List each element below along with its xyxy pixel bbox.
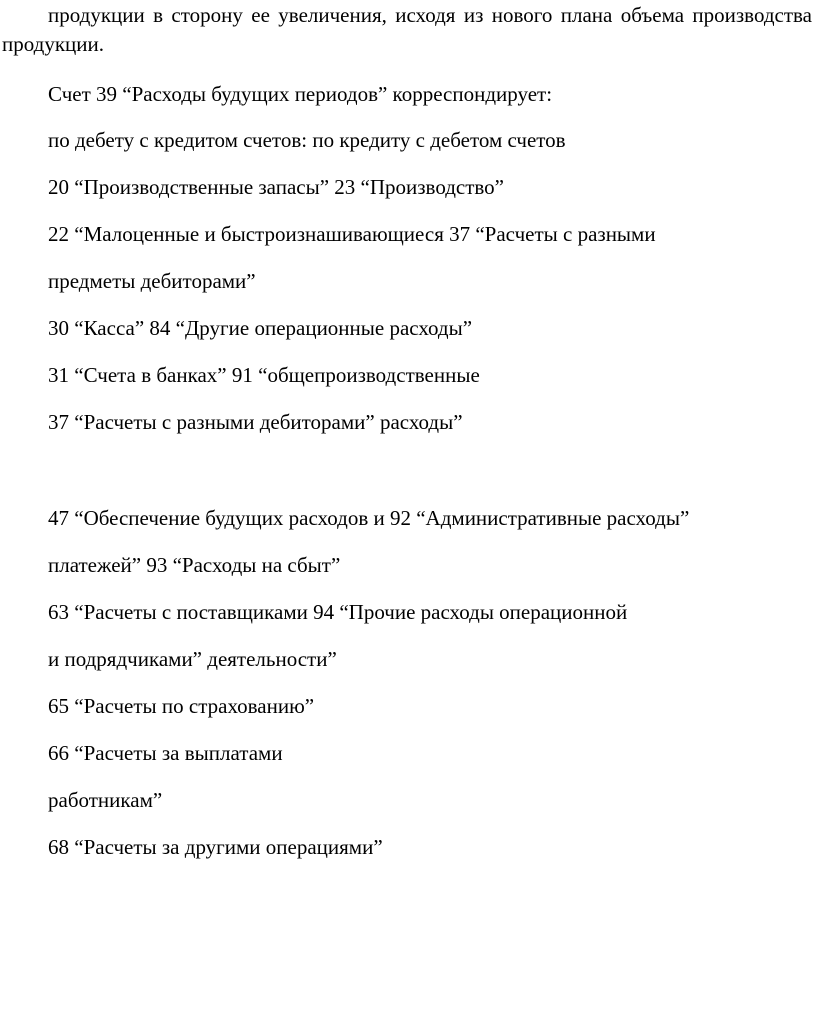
- text-line-66: 66 “Расчеты за выплатами: [48, 741, 283, 765]
- text-line-66-cont: работникам”: [48, 788, 163, 812]
- intro-paragraph: продукции в сторону ее увеличения, исходя из нового плана объема производства продукции.: [2, 3, 812, 56]
- text-line-37-91-cont: 37 “Расчеты с разными дебиторами” расходы”: [48, 410, 463, 434]
- text-line-65: 65 “Расчеты по страхованию”: [48, 694, 315, 718]
- text-line-20-23: 20 “Производственные запасы” 23 “Производство”: [48, 175, 505, 199]
- text-line-47-92: 47 “Обеспечение будущих расходов и 92 “Административные расходы”: [48, 506, 690, 530]
- text-line-47-93: платежей” 93 “Расходы на сбыт”: [48, 553, 341, 577]
- text-line-22-37: 22 “Малоценные и быстроизнашивающиеся 37 “Расчеты с разными: [48, 222, 656, 246]
- text-line-68: 68 “Расчеты за другими операциями”: [48, 835, 383, 859]
- text-line-22-37-cont: предметы дебиторами”: [48, 269, 256, 293]
- text-line-account-39-heading: Счет 39 “Расходы будущих периодов” корреспондирует:: [48, 82, 553, 106]
- text-line-63-94-cont: и подрядчиками” деятельности”: [48, 647, 337, 671]
- text-line-debit-credit-header: по дебету с кредитом счетов: по кредиту с дебетом счетов: [48, 128, 566, 152]
- text-line-31-91: 31 “Счета в банках” 91 “общепроизводственные: [48, 363, 480, 387]
- text-line-30-84: 30 “Касса” 84 “Другие операционные расходы”: [48, 316, 473, 340]
- text-line-63-94: 63 “Расчеты с поставщиками 94 “Прочие расходы операционной: [48, 600, 628, 624]
